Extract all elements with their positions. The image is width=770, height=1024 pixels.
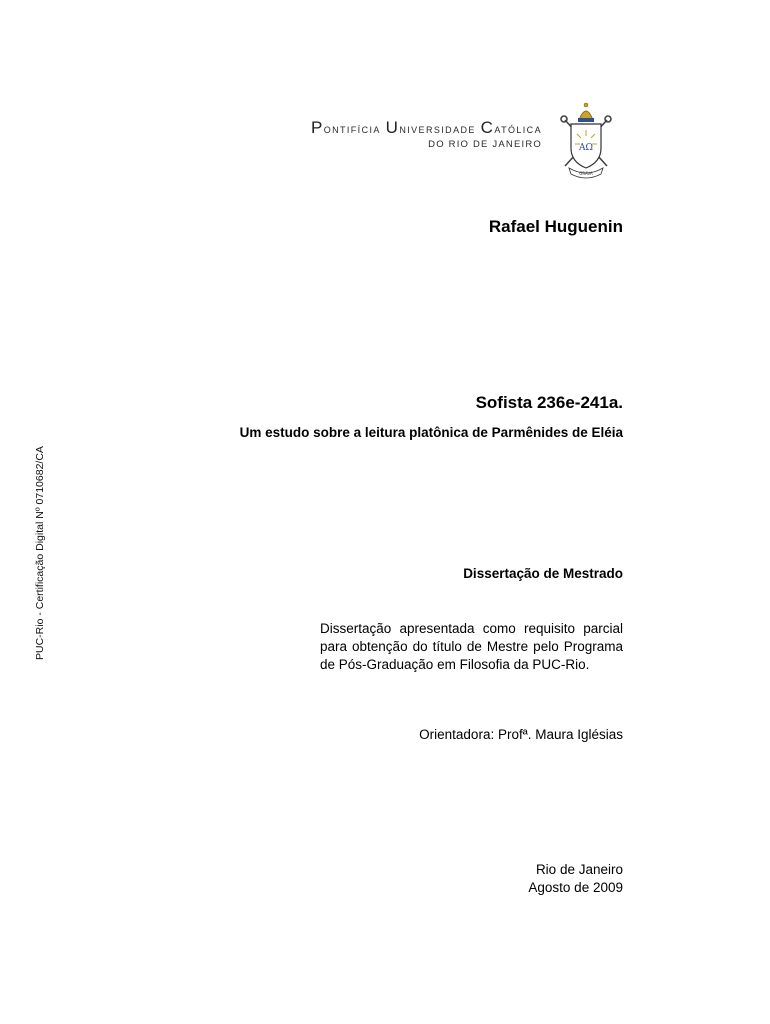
advisor-line: Orientadora: Profª. Maura Iglésias (419, 727, 623, 742)
side-certification-stamp: PUC-Rio - Certificação Digital Nº 0710682/CA (34, 446, 46, 660)
place-and-date (528, 861, 623, 897)
uni-initial-c: C (480, 118, 495, 137)
dissertation-description: Dissertação apresentada como requisito parcial para obtenção do título de Mestre pelo Programa de Pós-Graduação em Filosofia da PUC-Rio. (320, 621, 623, 672)
uni-word-pontificia: ontifícia (323, 122, 386, 136)
university-name-line2: DO RIO DE JANEIRO (428, 139, 542, 150)
university-name (311, 118, 542, 150)
dissertation-title: Sofista 236e-241a. (475, 393, 623, 412)
dissertation-subtitle: Um estudo sobre a leitura platônica de Parmênides de Eléia (239, 425, 623, 440)
university-crest-logo (555, 100, 617, 180)
author-name: Rafael Huguenin (488, 217, 623, 236)
uni-word-universidade: niversidade (399, 122, 481, 136)
university-name-line1 (311, 118, 542, 138)
crest-crown (578, 103, 594, 122)
uni-initial-u: U (385, 118, 400, 137)
crest-motto: GRAVA (579, 171, 593, 176)
uni-initial-p: P (310, 118, 324, 137)
date: Agosto de 2009 (528, 880, 623, 895)
degree-type: Dissertação de Mestrado (463, 566, 623, 581)
crest-letters: ΑΩ (579, 143, 593, 153)
city: Rio de Janeiro (535, 862, 623, 877)
uni-word-catolica: atólica (494, 122, 542, 136)
